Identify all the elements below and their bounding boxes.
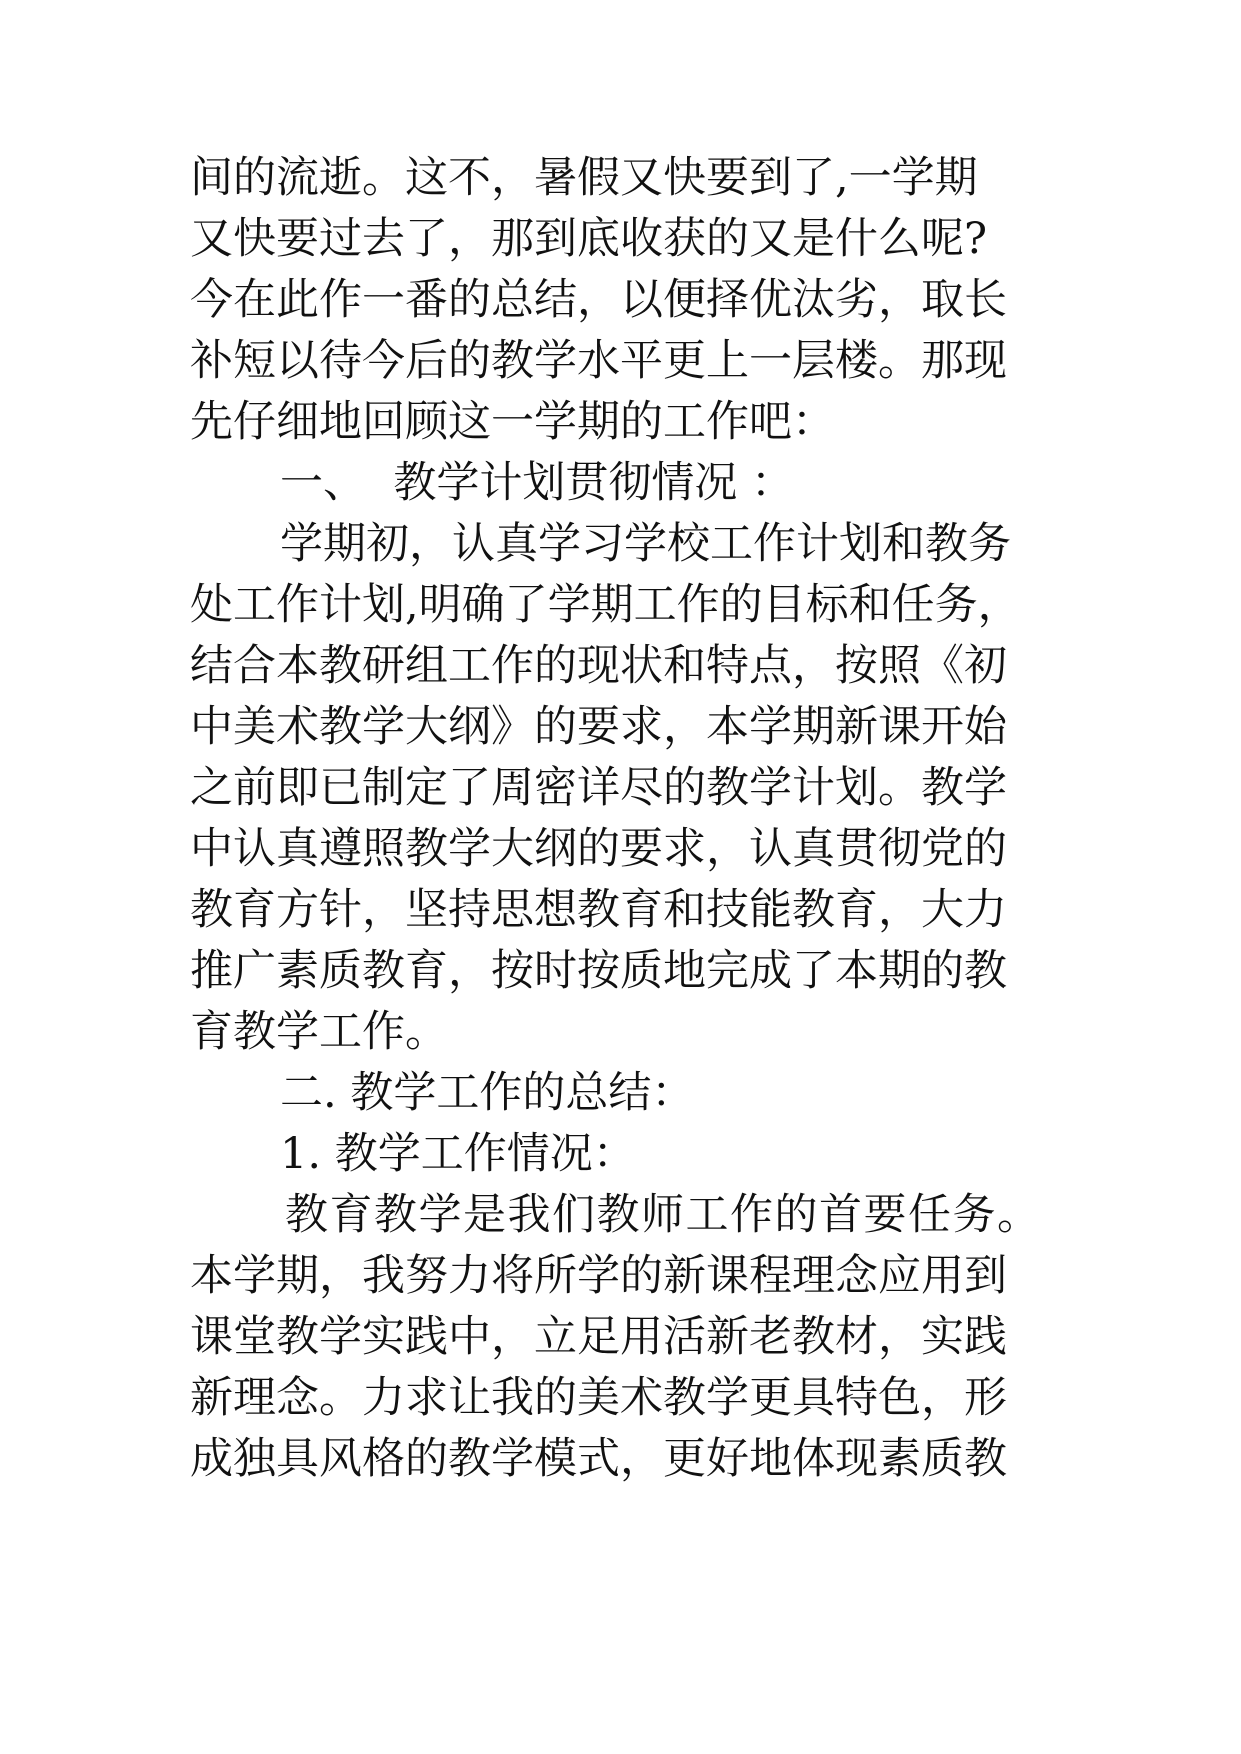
text-line: 本学期，我努力将所学的新课程理念应用到 [190,1251,1007,1301]
text-line: 新理念。力求让我的美术教学更具特色，形 [190,1373,1007,1423]
text-line: 育教学工作。 [190,1007,448,1057]
section-heading-1: 一、 教学计划贯彻情况 ： [280,458,795,508]
paragraph-start: 学期初，认真学习学校工作计划和教务 [280,519,1011,569]
text-line: 又快要过去了，那到底收获的又是什么呢? [190,214,988,264]
text-line: 中美术教学大纲》的要求，本学期新课开始 [190,702,1007,752]
text-line: 补短以待今后的教学水平更上一层楼。那现 [190,336,1007,386]
text-line: 中认真遵照教学大纲的要求，认真贯彻党的 [190,824,1007,874]
text-line: 今在此作一番的总结，以便择优汰劣，取长 [190,275,1007,325]
subsection-heading: 1. 教学工作情况： [280,1129,636,1179]
section-heading-2: 二. 教学工作的总结： [280,1068,695,1118]
text-line: 课堂教学实践中，立足用活新老教材，实践 [190,1312,1007,1362]
text-line: 结合本教研组工作的现状和特点，按照《初 [190,641,1007,691]
text-line: 推广素质教育，按时按质地完成了本期的教 [190,946,1007,996]
text-line: 间的流逝。这不，暑假又快要到了,一学期 [190,153,978,203]
text-line: 之前即已制定了周密详尽的教学计划。教学 [190,763,1007,813]
text-line: 成独具风格的教学模式，更好地体现素质教 [190,1434,1007,1484]
text-line: 教育方针，坚持思想教育和技能教育，大力 [190,885,1007,935]
text-line: 先仔细地回顾这一学期的工作吧： [190,397,835,447]
paragraph-start: 教育教学是我们教师工作的首要任务。 [285,1190,1042,1240]
text-line: 处工作计划,明确了学期工作的目标和任务， [190,580,1021,630]
